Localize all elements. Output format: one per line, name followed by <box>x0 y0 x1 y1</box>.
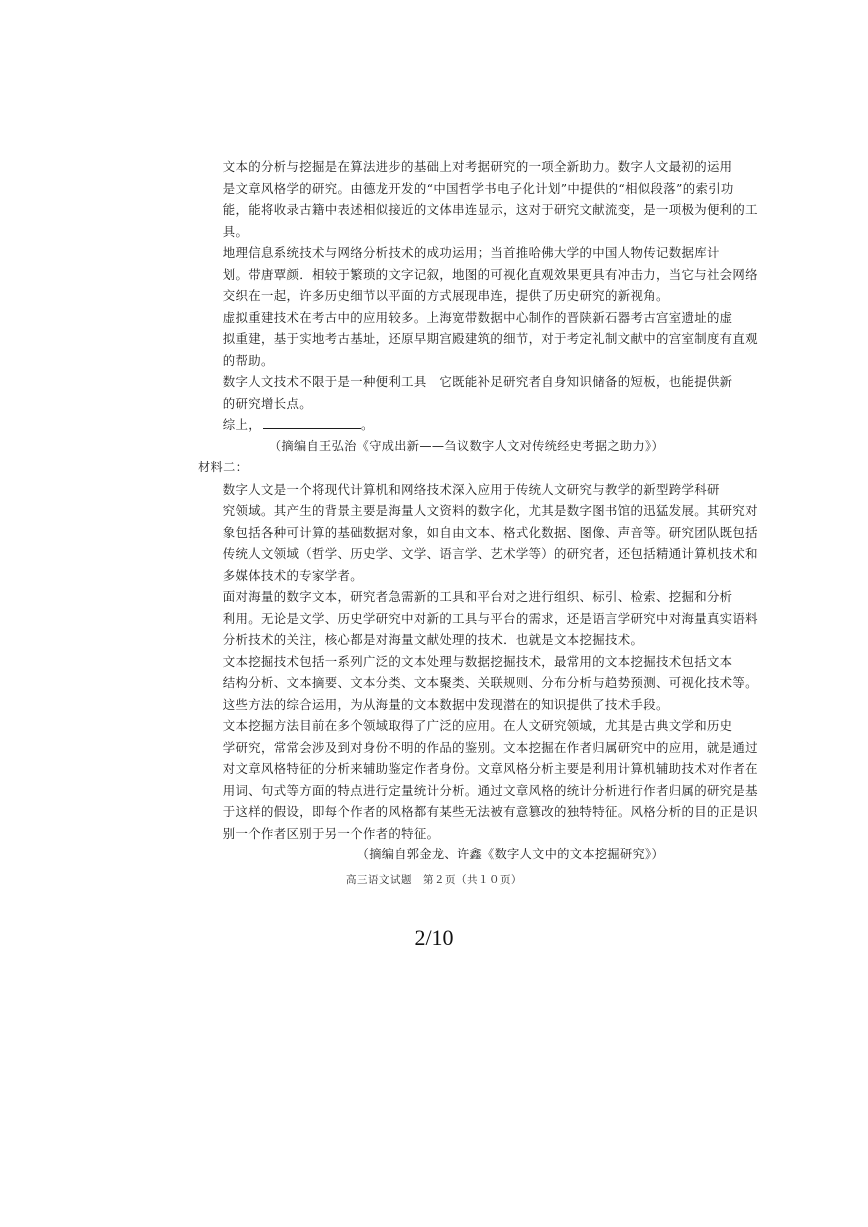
text-line: 结构分析、文本摘要、文本分类、文本聚类、关联规则、分布分析与趋势预测、可视化技术等。 <box>222 675 758 690</box>
text-line: 对文章风格特征的分析来辅助鉴定作者身份。文章风格分析主要是利用计算机辅助技术对作者在 <box>222 761 758 776</box>
section-label-material-2: 材料二： <box>198 460 249 474</box>
text-line: 别一个作者区别于另一个作者的特征。 <box>222 825 440 841</box>
text-line: 分析技术的关注，核心都是对海量文献处理的技术．也就是文本挖掘技术。 <box>222 632 644 647</box>
text-line: 交织在一起，许多历史细节以平面的方式展现串连，提供了历史研究的新视角。 <box>222 288 669 303</box>
summary-prefix: 综上， <box>222 417 262 432</box>
source-citation-1: （摘编自王弘治《守成出新——刍议数字人文对传统经史考据之助力》） <box>268 438 664 453</box>
paragraph-virtual-reconstruction <box>198 307 758 372</box>
text-line: 于这样的假设，即每个作者的风格都有某些无法被有意篡改的独特特征。风格分析的目的正是识 <box>222 804 758 819</box>
paragraph-massive-texts <box>198 586 758 651</box>
summary-suffix: 。 <box>361 417 374 432</box>
text-line: 究领域。其产生的背景主要是海量人文资料的数字化，尤其是数字图书馆的迅猛发展。其研究对 <box>222 503 758 518</box>
text-line: 的帮助。 <box>222 352 274 368</box>
text-line: 虚拟重建技术在考古中的应用较多。上海宽带数据中心制作的晋陕新石器考古宫室遗址的虚 <box>222 309 733 325</box>
text-line: 文本挖掘技术包括一系列广泛的文本处理与数据挖掘技术，最常用的文本挖掘技术包括文本 <box>222 653 733 669</box>
paragraph-digital-tools <box>198 371 733 414</box>
exam-text-body <box>198 156 758 866</box>
text-line: 多媒体技术的专家学者。 <box>222 567 363 583</box>
paragraph-text-mining-techniques <box>198 651 758 716</box>
summary-line <box>198 414 668 436</box>
source-citation-2: （摘编自郭金龙、许鑫《数字人文中的文本挖掘研究》） <box>356 847 664 861</box>
text-line: 利用。无论是文学、历史学研究中对新的工具与平台的需求，还是语言学研究中对海量真实语料 <box>222 610 758 626</box>
text-line: 地理信息系统技术与网络分析技术的成功运用；当首推哈佛大学的中国人物传记数据库计 <box>222 245 720 260</box>
text-line: 的研究增长点。 <box>222 395 312 411</box>
text-line: 象包括各种可计算的基础数据对象，如自由文本、格式化数据、图像、声音等。研究团队既包括 <box>222 524 758 540</box>
paragraph-digital-humanities <box>198 479 758 587</box>
text-line: 用词、句式等方面的特点进行定量统计分析。通过文章风格的统计分析进行作者归属的研究是基 <box>222 782 758 798</box>
text-line: 传统人文领域（哲学、历史学、文学、语言学、艺术学等）的研究者，还包括精通计算机技术和 <box>222 546 758 561</box>
page-number: 2/10 <box>414 925 454 950</box>
text-line: 拟重建，基于实地考古基址，还原早期宫殿建筑的细节，对于考定礼制文献中的宫室制度有直观 <box>222 331 758 346</box>
text-line: 这些方法的综合运用，为从海量的文本数据中发现潜在的知识提供了技术手段。 <box>222 696 669 712</box>
text-line: 文本挖掘方法目前在多个领域取得了广泛的应用。在人文研究领域，尤其是古典文学和历史 <box>222 718 733 733</box>
paragraph-text-mining <box>198 156 758 242</box>
text-line: 文本的分析与挖掘是在算法进步的基础上对考据研究的一项全新助力。数字人文最初的运用 <box>222 159 733 174</box>
text-line: 能，能将收录古籍中表述相似接近的文体串连显示，这对于研究文献流变，是一项极为便利的工 <box>222 202 758 217</box>
text-line: 具。 <box>222 223 249 239</box>
text-line: 学研究，常常会涉及到对身份不明的作品的鉴别。文本挖掘在作者归属研究中的应用，就是通过 <box>222 739 758 755</box>
paragraph-gis <box>198 242 758 307</box>
text-line: 数字人文是一个将现代计算机和网络技术深入应用于传统人文研究与教学的新型跨学科研 <box>222 481 720 497</box>
text-line: 划。带唐覃颜．相较于繁琐的文字记叙，地图的可视化直观效果更具有冲击力，当它与社会网络 <box>222 266 758 282</box>
text-line: 是文章风格学的研究。由德龙开发的“中国哲学书电子化计划”中提供的“相似段落”的索引功 <box>222 180 734 196</box>
text-line: 面对海量的数字文本，研究者急需新的工具和平台对之进行组织、标引、检索、挖掘和分析 <box>222 589 733 604</box>
paragraph-authorship <box>198 715 758 844</box>
exam-page-footer: 高三语文试题 第２页（共１０页） <box>346 874 522 886</box>
text-line: 数字人文技术不限于是一种便利工具 它既能补足研究者自身知识储备的短板，也能提供新 <box>222 374 733 389</box>
answer-blank[interactable] <box>263 415 361 429</box>
